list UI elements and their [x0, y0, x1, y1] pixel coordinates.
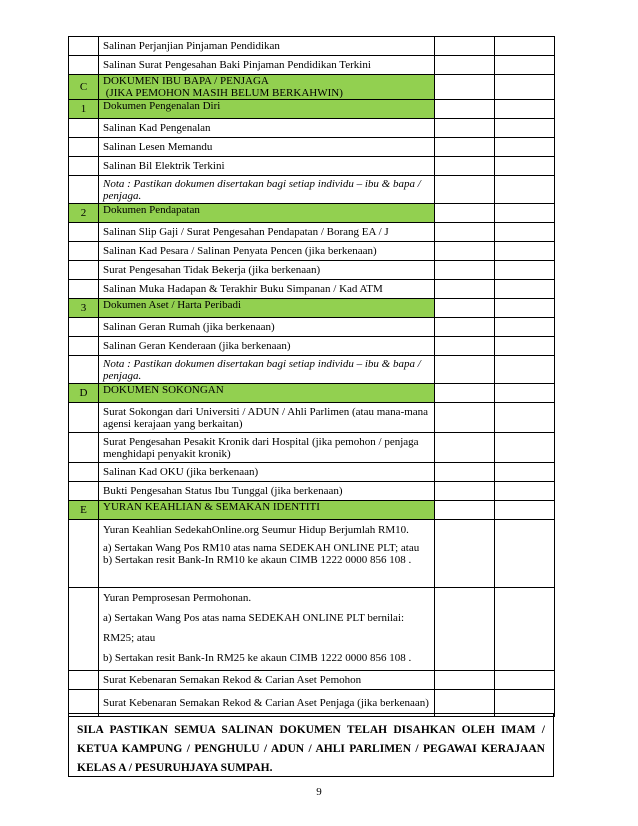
document-item: Salinan Geran Kenderaan (jika berkenaan): [99, 337, 435, 356]
processing-fee-block: [99, 588, 435, 671]
check-cell: [495, 176, 555, 204]
section-title: [99, 75, 435, 100]
table-row: [69, 157, 555, 176]
row-number: [69, 138, 99, 157]
check-cell: [495, 157, 555, 176]
check-cell: [435, 56, 495, 75]
row-number: [69, 463, 99, 482]
row-number: [69, 242, 99, 261]
check-cell: [495, 433, 555, 463]
subsection-title: Dokumen Pengenalan Diri: [99, 100, 435, 119]
section-number: 1: [69, 100, 99, 119]
check-cell: [435, 318, 495, 337]
check-cell: [435, 433, 495, 463]
check-cell: [435, 356, 495, 384]
table-row: [69, 138, 555, 157]
check-cell: [495, 356, 555, 384]
check-cell: [495, 671, 555, 690]
table-row: [69, 223, 555, 242]
check-cell: [495, 37, 555, 56]
subsection-header-row: [69, 100, 555, 119]
document-item: Salinan Lesen Memandu: [99, 138, 435, 157]
check-cell: [495, 501, 555, 520]
section-subtitle-line: (JIKA PEMOHON MASIH BELUM BERKAHWIN): [103, 87, 343, 99]
check-cell: [495, 75, 555, 100]
check-cell: [495, 520, 555, 588]
section-header-row: [69, 501, 555, 520]
table-row: [69, 520, 555, 588]
row-number: [69, 356, 99, 384]
document-item: Surat Kebenaran Semakan Rekod & Carian Aset Pemohon: [99, 671, 435, 690]
check-cell: [495, 482, 555, 501]
row-number: [69, 671, 99, 690]
row-number: [69, 56, 99, 75]
subsection-title: Dokumen Aset / Harta Peribadi: [99, 299, 435, 318]
check-cell: [435, 176, 495, 204]
check-cell: [435, 242, 495, 261]
row-number: [69, 433, 99, 463]
row-number: [69, 280, 99, 299]
check-cell: [495, 318, 555, 337]
check-cell: [495, 119, 555, 138]
table-row: [69, 176, 555, 204]
processing-fee-option-b: b) Sertakan resit Bank-In RM25 ke akaun CIMB 1222 0000 856 108 .: [103, 652, 412, 664]
page-number: 9: [316, 786, 322, 798]
row-number: [69, 176, 99, 204]
check-cell: [495, 261, 555, 280]
section-letter: E: [69, 501, 99, 520]
table-row: [69, 318, 555, 337]
row-number: [69, 318, 99, 337]
row-number: [69, 482, 99, 501]
check-cell: [435, 119, 495, 138]
table-row: [69, 403, 555, 433]
section-number: 3: [69, 299, 99, 318]
document-item: Surat Pengesahan Pesakit Kronik dari Hospital (jika pemohon / penjaga menghidapi penyakit kronik): [99, 433, 435, 463]
check-cell: [495, 242, 555, 261]
check-cell: [435, 384, 495, 403]
row-number: [69, 588, 99, 671]
document-item: Salinan Bil Elektrik Terkini: [99, 157, 435, 176]
processing-fee-option-a: a) Sertakan Wang Pos atas nama SEDEKAH ONLINE PLT bernilai:: [103, 612, 405, 624]
table-row: [69, 242, 555, 261]
section-letter: D: [69, 384, 99, 403]
check-cell: [435, 204, 495, 223]
document-item: Salinan Kad Pengenalan: [99, 119, 435, 138]
table-row: [69, 119, 555, 138]
check-cell: [435, 671, 495, 690]
subsection-title: Dokumen Pendapatan: [99, 204, 435, 223]
check-cell: [435, 588, 495, 671]
check-cell: [435, 299, 495, 318]
check-cell: [435, 223, 495, 242]
table-row: [69, 588, 555, 671]
check-cell: [495, 280, 555, 299]
section-title-line: DOKUMEN IBU BAPA / PENJAGA: [103, 75, 269, 87]
check-cell: [435, 75, 495, 100]
note-text: Nota : Pastikan dokumen disertakan bagi setiap individu – ibu & bapa / penjaga.: [99, 356, 435, 384]
table-row: [69, 482, 555, 501]
check-cell: [495, 56, 555, 75]
row-number: [69, 223, 99, 242]
document-item: Surat Kebenaran Semakan Rekod & Carian Aset Penjaga (jika berkenaan): [99, 690, 435, 717]
check-cell: [495, 100, 555, 119]
document-item: Salinan Muka Hadapan & Terakhir Buku Simpanan / Kad ATM: [99, 280, 435, 299]
processing-fee-amount: RM25; atau: [103, 632, 156, 644]
section-title: YURAN KEAHLIAN & SEMAKAN IDENTITI: [99, 501, 435, 520]
document-item: Salinan Surat Pengesahan Baki Pinjaman Pendidikan Terkini: [99, 56, 435, 75]
section-header-row: [69, 75, 555, 100]
document-item: Salinan Kad OKU (jika berkenaan): [99, 463, 435, 482]
table-row: [69, 356, 555, 384]
section-header-row: [69, 384, 555, 403]
check-cell: [495, 138, 555, 157]
subsection-header-row: [69, 299, 555, 318]
row-number: [69, 337, 99, 356]
document-item: Bukti Pengesahan Status Ibu Tunggal (jika berkenaan): [99, 482, 435, 501]
table-row: [69, 671, 555, 690]
document-item: Salinan Perjanjian Pinjaman Pendidikan: [99, 37, 435, 56]
document-checklist-table: [68, 36, 555, 717]
check-cell: [435, 337, 495, 356]
document-item: Salinan Kad Pesara / Salinan Penyata Pencen (jika berkenaan): [99, 242, 435, 261]
check-cell: [435, 463, 495, 482]
table-row: [69, 280, 555, 299]
certification-notice: SILA PASTIKAN SEMUA SALINAN DOKUMEN TELAH DISAHKAN OLEH IMAM / KETUA KAMPUNG / PENGHULU / ADUN / AHLI PARLIMEN / PEGAWAI KERAJAAN KELAS A / PESURUHJAYA SUMPAH.: [68, 713, 554, 777]
table-row: [69, 261, 555, 280]
row-number: [69, 261, 99, 280]
check-cell: [435, 261, 495, 280]
document-item: Salinan Slip Gaji / Surat Pengesahan Pendapatan / Borang EA / J: [99, 223, 435, 242]
membership-fee-title: Yuran Keahlian SedekahOnline.org Seumur Hidup Berjumlah RM10.: [103, 524, 409, 536]
check-cell: [435, 520, 495, 588]
check-cell: [435, 138, 495, 157]
check-cell: [495, 588, 555, 671]
document-item: Salinan Geran Rumah (jika berkenaan): [99, 318, 435, 337]
row-number: [69, 157, 99, 176]
table-row: [69, 37, 555, 56]
row-number: [69, 520, 99, 588]
processing-fee-title: Yuran Pemprosesan Permohonan.: [103, 592, 252, 604]
check-cell: [435, 37, 495, 56]
table-row: [69, 433, 555, 463]
section-number: 2: [69, 204, 99, 223]
subsection-header-row: [69, 204, 555, 223]
table-row: [69, 56, 555, 75]
check-cell: [435, 157, 495, 176]
membership-fee-option-b: b) Sertakan resit Bank-In RM10 ke akaun CIMB 1222 0000 856 108 .: [103, 554, 412, 566]
check-cell: [495, 403, 555, 433]
check-cell: [495, 204, 555, 223]
section-letter: C: [69, 75, 99, 100]
row-number: [69, 119, 99, 138]
table-row: [69, 337, 555, 356]
check-cell: [495, 384, 555, 403]
row-number: [69, 37, 99, 56]
check-cell: [495, 299, 555, 318]
check-cell: [435, 501, 495, 520]
check-cell: [435, 280, 495, 299]
document-item: Surat Sokongan dari Universiti / ADUN / Ahli Parlimen (atau mana-mana agensi kerajaan yang berkaitan): [99, 403, 435, 433]
section-title: DOKUMEN SOKONGAN: [99, 384, 435, 403]
membership-fee-option-a: a) Sertakan Wang Pos RM10 atas nama SEDEKAH ONLINE PLT; atau: [103, 542, 420, 554]
note-text: Nota : Pastikan dokumen disertakan bagi setiap individu – ibu & bapa / penjaga.: [99, 176, 435, 204]
table-row: [69, 463, 555, 482]
check-cell: [495, 463, 555, 482]
check-cell: [495, 337, 555, 356]
membership-fee-block: [99, 520, 435, 588]
check-cell: [435, 482, 495, 501]
check-cell: [435, 403, 495, 433]
row-number: [69, 403, 99, 433]
check-cell: [435, 100, 495, 119]
document-item: Surat Pengesahan Tidak Bekerja (jika berkenaan): [99, 261, 435, 280]
check-cell: [495, 223, 555, 242]
